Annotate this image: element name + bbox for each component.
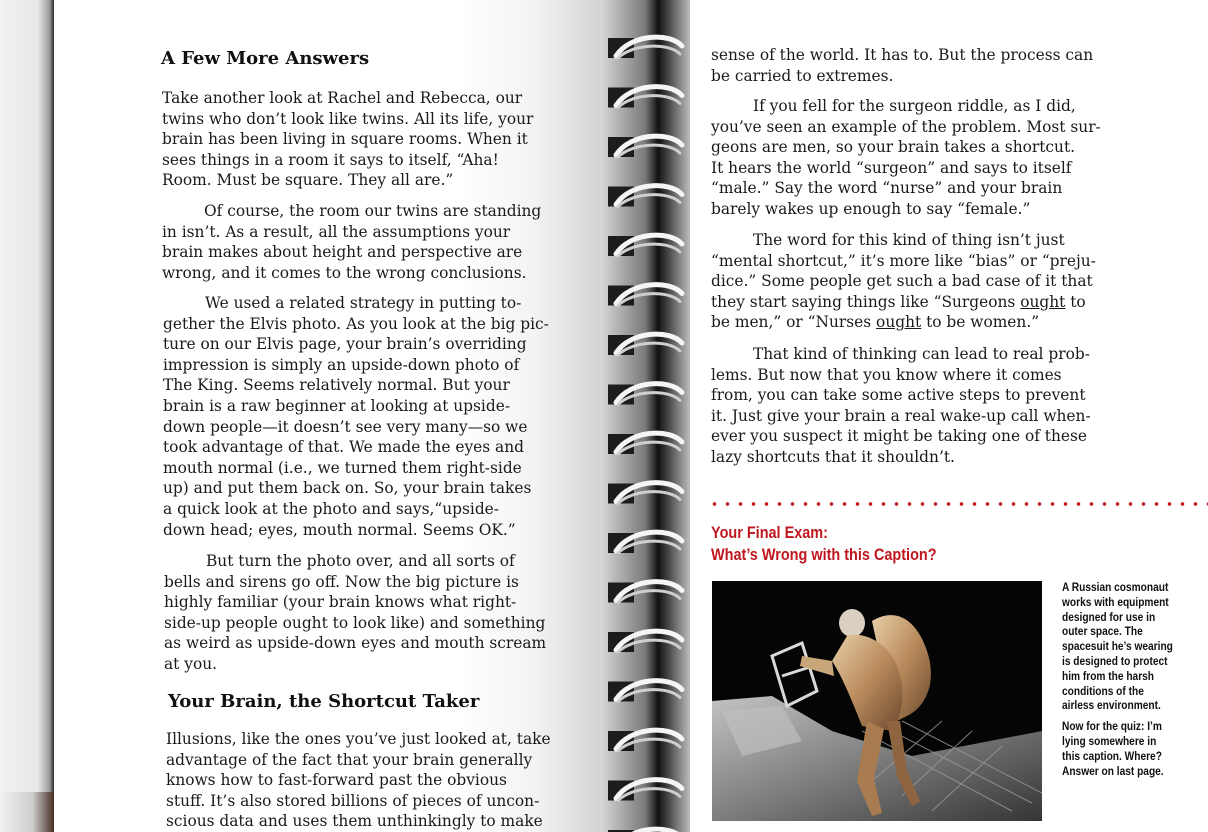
paragraph-sense-of-world (711, 45, 1093, 86)
caption-line: airless environment. (1062, 698, 1161, 713)
text-line: advantage of the fact that your brain generally (166, 750, 533, 769)
text-line: in isn’t. As a result, all the assumptions your (162, 222, 511, 241)
final-exam-heading-line: What’s Wrong with this Caption? (711, 545, 937, 564)
caption-line: this caption. Where? (1062, 748, 1162, 763)
binding-coil (608, 285, 682, 306)
text-line: highly familiar (your brain knows what right- (164, 593, 517, 612)
binding-coil (608, 681, 682, 702)
text-line: “mental shortcut,” it’s more like “bias” or “preju- (711, 251, 1096, 270)
text-line: took advantage of that. We made the eyes and (163, 438, 524, 457)
text-line: you’ve seen an example of the problem. Most sur- (711, 117, 1101, 136)
text-line: bells and sirens go off. Now the big picture is (164, 572, 519, 591)
text-line: The word for this kind of thing isn’t just (753, 231, 1065, 249)
text-line: barely wakes up enough to say “female.” (711, 199, 1031, 218)
text-line: Take another look at Rachel and Rebecca, our (162, 89, 523, 107)
caption-line: him from the harsh (1062, 668, 1155, 683)
text-line: But turn the photo over, and all sorts of (206, 552, 515, 570)
text-line: geons are men, so your brain takes a shortcut. (711, 138, 1076, 157)
text-line: dice.” Some people get such a bad case of it that (711, 272, 1093, 291)
text-line: it. Just give your brain a real wake-up call when- (711, 406, 1091, 425)
binding-coil (608, 532, 682, 553)
text-fragment: to be women.” (921, 313, 1040, 332)
final-exam-heading-line: Your Final Exam: (711, 523, 828, 542)
text-fragment: they start saying things like “Surgeons (711, 292, 1021, 311)
final-exam-heading (711, 522, 937, 566)
paragraph-surgeon-riddle (711, 96, 1101, 220)
spiral-binding (600, 0, 700, 832)
text-line (711, 312, 1096, 333)
text-line: stuff. It’s also stored billions of pieces of uncon- (166, 791, 540, 810)
text-line: down head; eyes, mouth normal. Seems OK.” (163, 520, 516, 539)
caption-line: outer space. The (1062, 624, 1143, 639)
text-line: impression is simply an upside-down photo of (163, 355, 520, 374)
text-line (711, 292, 1096, 313)
text-line: brain has been living in square rooms. When it (162, 130, 528, 149)
text-line: wrong, and it comes to the wrong conclusions. (162, 263, 527, 282)
binding-coil (608, 582, 682, 603)
caption-line: Now for the quiz: I’m (1062, 719, 1162, 734)
heading-shortcut-taker: Your Brain, the Shortcut Taker (168, 691, 480, 712)
dotted-divider (708, 500, 1208, 508)
caption-line: is designed to protect (1062, 653, 1168, 668)
cosmonaut-photo (712, 581, 1042, 821)
heading-few-more-answers: A Few More Answers (161, 48, 370, 69)
caption-line: A Russian cosmonaut (1062, 580, 1169, 594)
binding-coil (608, 730, 682, 751)
text-line: twins who don’t look like twins. All its life, your (162, 109, 534, 128)
text-line: a quick look at the photo and says,“upside- (163, 499, 499, 518)
paragraph-real-problems (711, 344, 1091, 468)
text-line: sees things in a room it says to itself, “Aha! (162, 150, 499, 169)
book-left-edge (0, 0, 54, 832)
text-fragment: be men,” or “Nurses (711, 313, 877, 332)
caption-line: works with equipment (1062, 594, 1169, 609)
binding-coil (608, 384, 682, 405)
text-line: mouth normal (i.e., we turned them right-side (163, 458, 522, 477)
paragraph-room (162, 201, 541, 283)
photo-caption (1062, 580, 1185, 778)
text-line: scious data and uses them unthinkingly to make (166, 812, 543, 831)
binding-coil (608, 37, 682, 58)
text-line: lazy shortcuts that it shouldn’t. (711, 447, 955, 466)
text-line: We used a related strategy in putting to- (205, 294, 522, 312)
text-line: be carried to extremes. (711, 66, 894, 85)
text-line: lems. But now that you know where it comes (711, 365, 1062, 384)
text-line: down people—it doesn’t see very many—so we (163, 417, 528, 436)
text-line: side-up people ought to look like) and something (164, 613, 546, 632)
binding-coil (608, 631, 682, 652)
text-line: “male.” Say the word “nurse” and your brain (711, 179, 1063, 198)
caption-line: conditions of the (1062, 683, 1144, 698)
binding-coil (608, 87, 682, 108)
caption-line: designed for use in (1062, 609, 1156, 624)
caption-line: Answer on last page. (1062, 763, 1164, 778)
binding-coil (608, 433, 682, 454)
binding-coil (608, 186, 682, 207)
paragraph-turn-photo (164, 551, 546, 675)
text-line: It hears the world “surgeon” and says to itself (711, 158, 1072, 177)
text-line: sense of the world. It has to. But the process can (711, 46, 1094, 64)
text-line: Illusions, like the ones you’ve just looked at, take (166, 730, 551, 748)
text-line: Room. Must be square. They all are.” (162, 171, 454, 190)
text-line: knows how to fast-forward past the obvious (166, 771, 507, 790)
text-line: brain is a raw beginner at looking at upside- (163, 396, 511, 415)
text-line: brain makes about height and perspective are (162, 243, 523, 262)
paragraph-twins (162, 88, 533, 191)
binding-coil (608, 483, 682, 504)
binding-coil (608, 235, 682, 256)
text-line: as weird as upside-down eyes and mouth scream (164, 634, 547, 653)
binding-coil (608, 780, 682, 801)
text-line: from, you can take some active steps to prevent (711, 386, 1086, 405)
binding-coil (608, 334, 682, 355)
text-fragment: to (1065, 292, 1086, 311)
caption-line: spacesuit he’s wearing (1062, 639, 1173, 654)
text-line: If you fell for the surgeon riddle, as I did, (753, 97, 1076, 115)
caption-line: lying somewhere in (1062, 733, 1157, 748)
text-line: The King. Seems relatively normal. But your (163, 376, 510, 395)
text-line: Of course, the room our twins are standing (204, 202, 542, 220)
paragraph-illusions (166, 729, 551, 832)
text-line: gether the Elvis photo. As you look at the big pic- (163, 314, 549, 333)
text-line: at you. (164, 654, 218, 673)
text-line: ture on our Elvis page, your brain’s overriding (163, 335, 527, 354)
paragraph-elvis (163, 293, 549, 540)
text-line: That kind of thinking can lead to real prob- (753, 345, 1090, 363)
underlined-word: ought (876, 313, 922, 332)
underlined-word: ought (1020, 292, 1066, 311)
paragraph-bias (711, 230, 1096, 333)
binding-coil (608, 136, 682, 157)
cosmonaut-photo-illustration (712, 581, 1042, 821)
text-line: ever you suspect it might be taking one of these (711, 427, 1088, 446)
text-line: up) and put them back on. So, your brain takes (163, 479, 532, 498)
